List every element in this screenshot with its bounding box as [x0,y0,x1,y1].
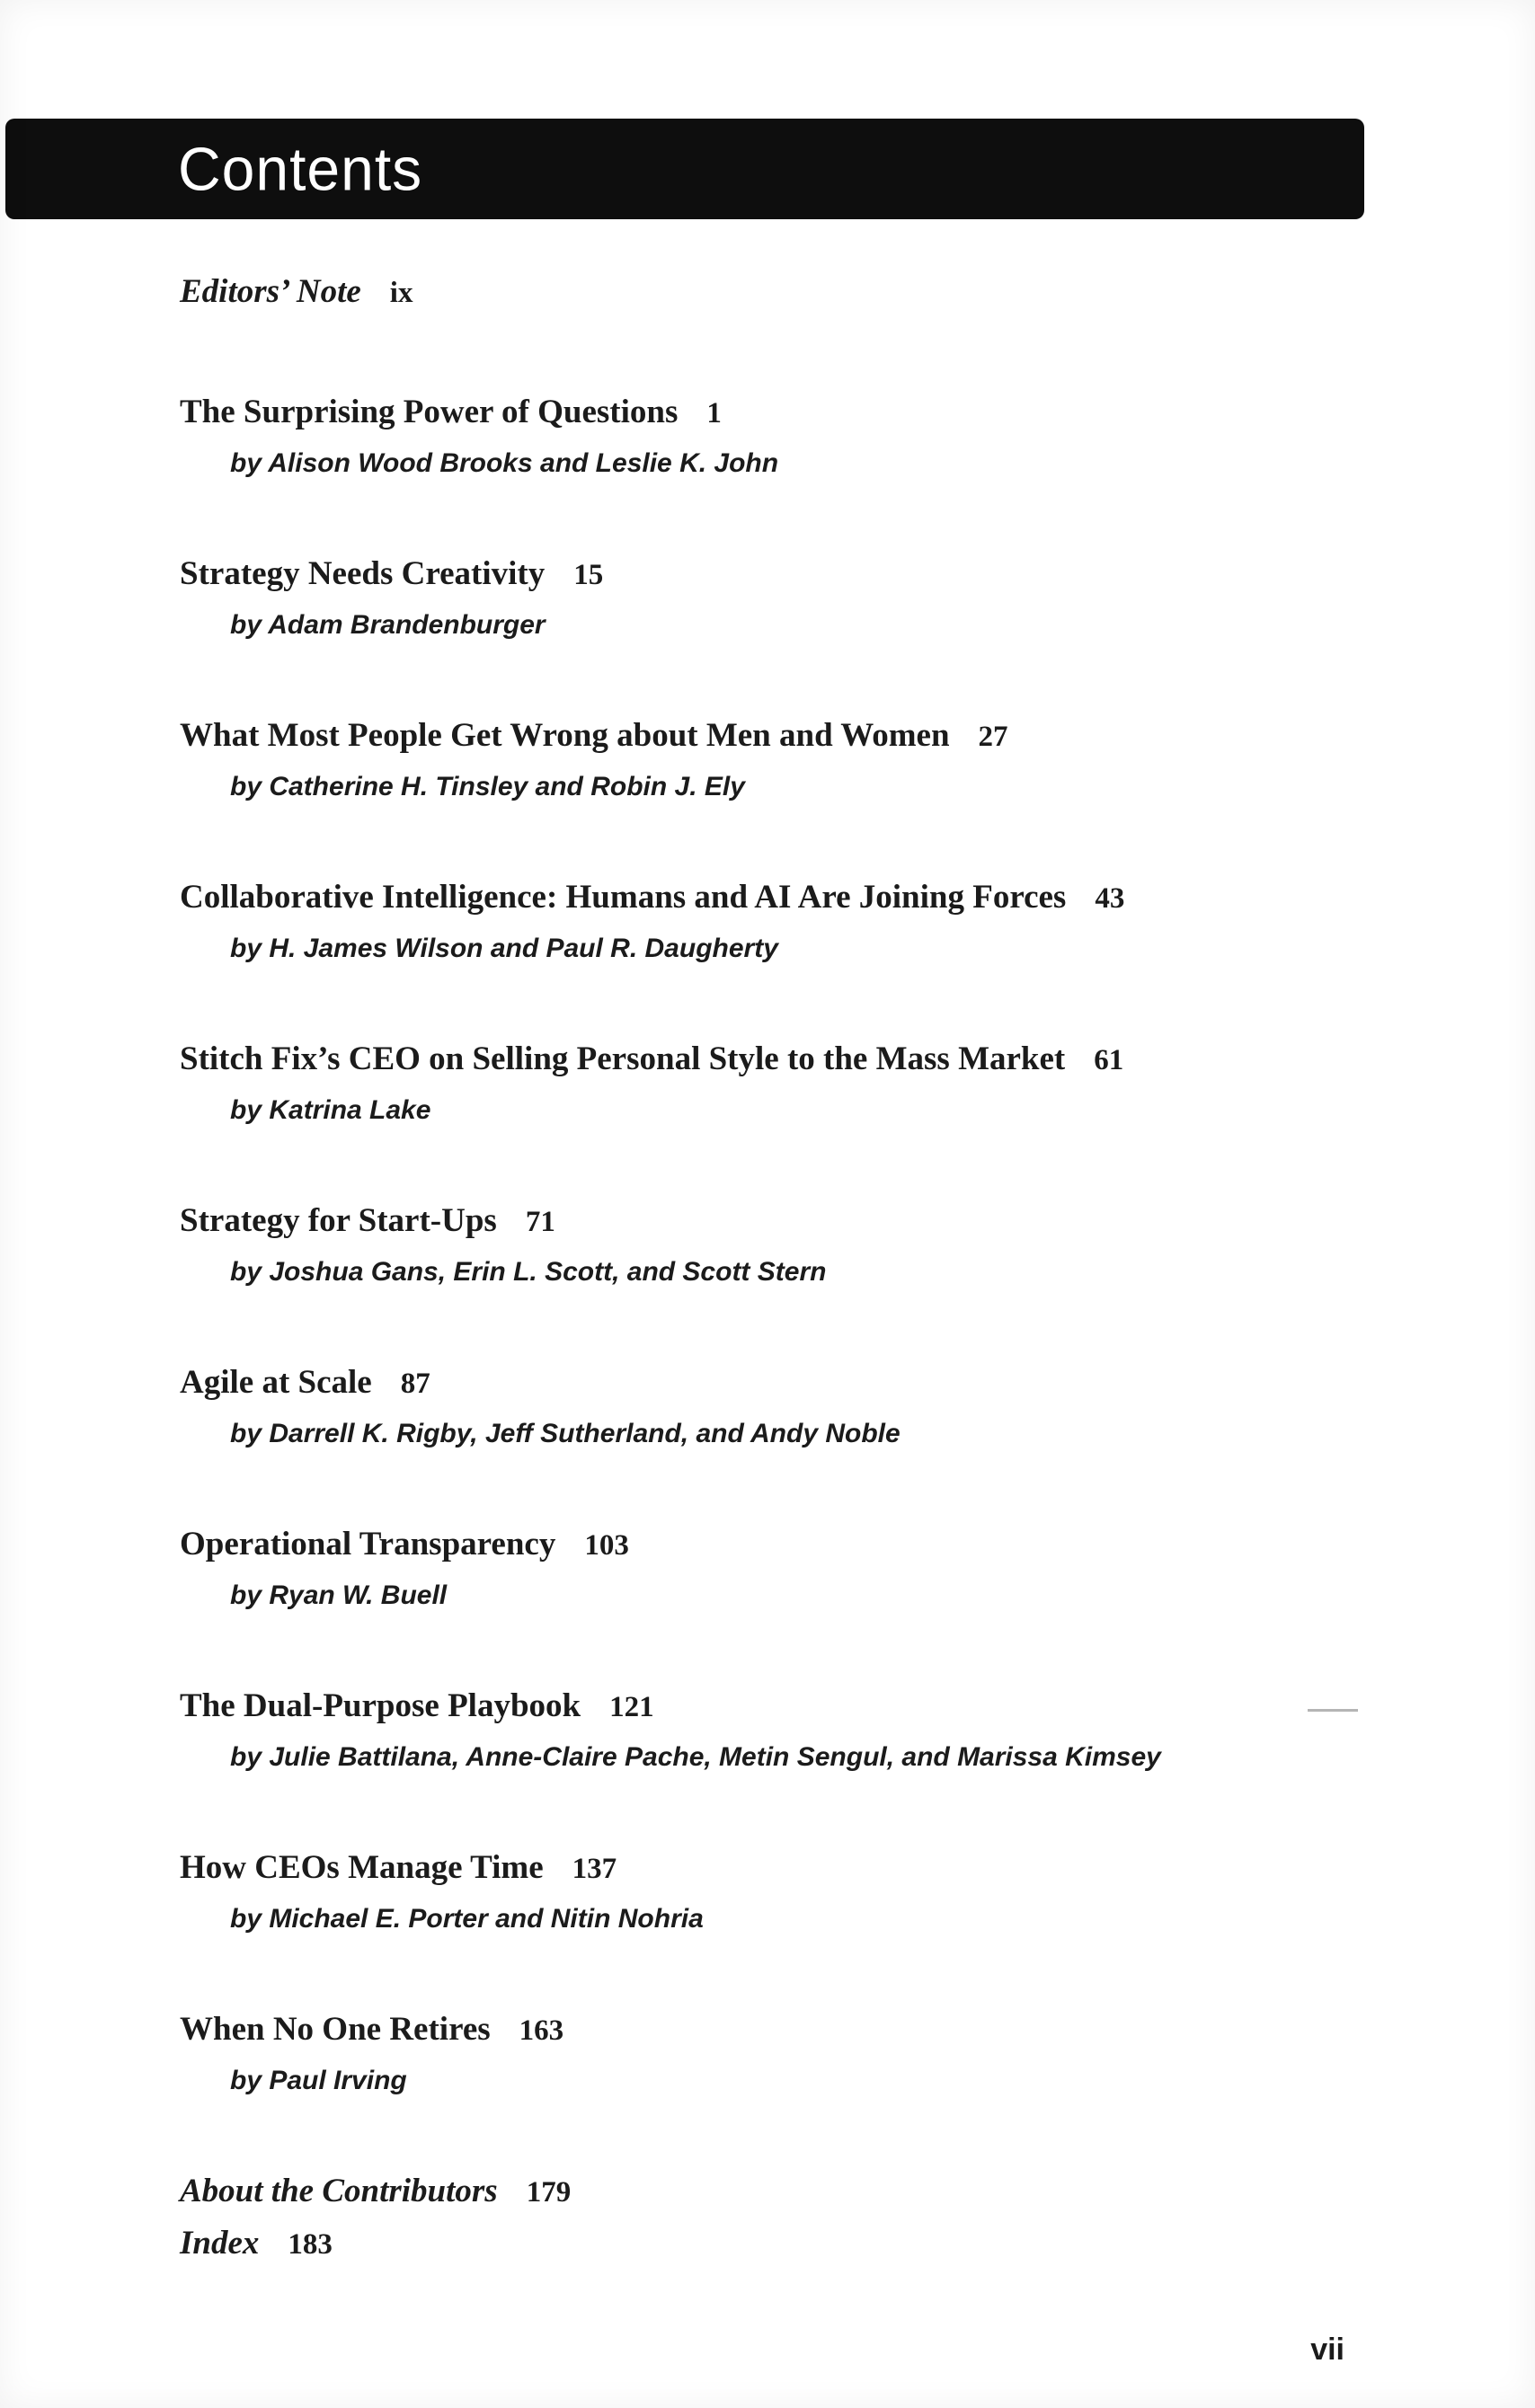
chapter-byline: by Alison Wood Brooks and Leslie K. John [230,448,779,478]
toc-entry-line [180,2221,1382,2266]
toc-entry [180,1846,1382,1939]
chapter-page-number: 71 [525,1206,555,1238]
chapter-byline: by Joshua Gans, Erin L. Scott, and Scott Stern [230,1257,827,1287]
chapter-title: Agile at Scale [180,1364,372,1401]
toc-entry [180,1684,1382,1777]
toc-entry [180,2007,1382,2101]
chapter-byline: by H. James Wilson and Paul R. Daugherty [230,934,778,963]
chapter-title: When No One Retires [180,2011,491,2048]
toc-list [0,270,1535,2266]
chapter-byline: by Catherine H. Tinsley and Robin J. Ely [230,772,745,801]
toc-entry-line [180,1522,1382,1567]
page-folio-number: vii [1310,2333,1344,2367]
chapter-title: The Surprising Power of Questions [180,394,679,430]
toc-entry [180,2221,1382,2266]
contents-header-banner [5,119,1364,219]
chapter-byline: by Katrina Lake [230,1095,431,1125]
chapter-title: About the Contributors [180,2173,498,2209]
chapter-page-number: 163 [519,2014,564,2047]
chapter-byline: by Michael E. Porter and Nitin Nohria [230,1904,704,1934]
chapter-title: Index [180,2225,260,2262]
toc-entry [180,1199,1382,1292]
chapter-page-number: 183 [288,2228,333,2261]
toc-entry [180,2169,1382,2214]
toc-entry-line [180,1199,1382,1244]
chapter-page-number: 27 [978,721,1008,753]
toc-entry-line [180,1684,1382,1729]
chapter-title: Operational Transparency [180,1526,556,1563]
toc-entry [180,1037,1382,1130]
toc-entry-line [180,1037,1382,1082]
chapter-byline: by Darrell K. Rigby, Jeff Sutherland, and Andy Noble [230,1419,901,1448]
chapter-title: Editors’ Note [180,273,361,310]
toc-entry [180,552,1382,645]
chapter-title: The Dual-Purpose Playbook [180,1687,581,1724]
chapter-byline: by Adam Brandenburger [230,610,546,640]
chapter-page-number: 179 [526,2176,572,2209]
chapter-title: Collaborative Intelligence: Humans and AI Are Joining Forces [180,879,1067,916]
toc-entry-line [180,552,1382,597]
toc-entry [180,713,1382,807]
toc-entry-line [180,875,1382,920]
toc-entry-line [180,2007,1382,2052]
chapter-byline: by Paul Irving [230,2066,407,2095]
chapter-title: Strategy Needs Creativity [180,555,546,592]
chapter-page-number: 121 [609,1691,654,1723]
toc-entry-line [180,1360,1382,1405]
chapter-page-number: ix [389,277,413,309]
chapter-page-number: 1 [706,397,722,429]
chapter-page-number: 137 [572,1853,617,1885]
chapter-page-number: 43 [1095,882,1125,915]
toc-entry [180,270,1382,314]
toc-entry-line [180,1846,1382,1890]
chapter-title: Strategy for Start-Ups [180,1202,497,1239]
toc-entry [180,1522,1382,1616]
chapter-title: Stitch Fix’s CEO on Selling Personal Style to the Mass Market [180,1040,1066,1077]
toc-entry-line [180,390,1382,435]
toc-entry-line [180,2169,1382,2214]
toc-entry-line [180,713,1382,758]
chapter-byline: by Julie Battilana, Anne-Claire Pache, Metin Sengul, and Marissa Kimsey [230,1742,1161,1772]
contents-title: Contents [178,135,423,203]
chapter-title: How CEOs Manage Time [180,1849,544,1886]
chapter-page-number: 61 [1094,1044,1124,1076]
scan-artifact-dash [1308,1709,1358,1712]
chapter-byline: by Ryan W. Buell [230,1580,448,1610]
chapter-page-number: 103 [584,1529,629,1562]
toc-entry-line [180,270,1382,314]
toc-entry [180,390,1382,483]
toc-entry [180,1360,1382,1454]
toc-entry [180,875,1382,969]
chapter-page-number: 15 [573,559,604,591]
chapter-title: What Most People Get Wrong about Men and Women [180,717,950,754]
chapter-page-number: 87 [400,1368,430,1400]
